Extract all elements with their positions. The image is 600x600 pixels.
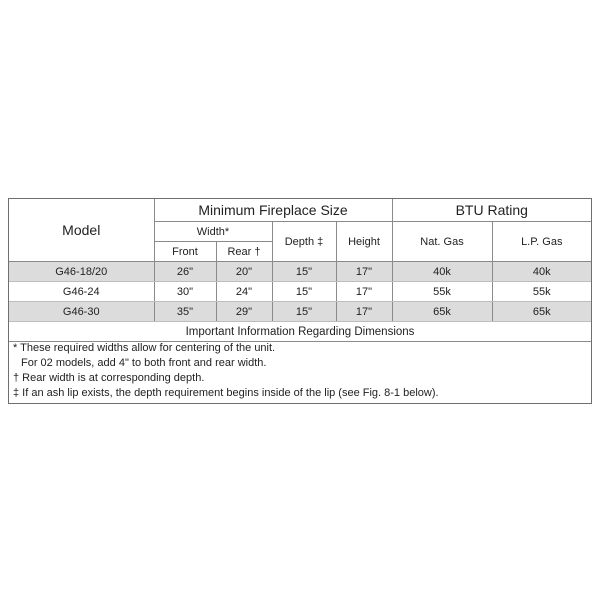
cell-nat-gas: 55k	[392, 282, 492, 302]
header-width: Width*	[154, 222, 272, 242]
header-lp-gas: L.P. Gas	[492, 222, 591, 262]
table-row	[9, 282, 591, 302]
header-front: Front	[154, 242, 216, 262]
cell-lp-gas: 55k	[492, 282, 591, 302]
note-ash-lip: ‡ If an ash lip exists, the depth requirement begins inside of the lip (see Fig. 8-1 below).	[13, 387, 439, 399]
cell-rear: 29"	[216, 302, 272, 322]
header-minimum-fireplace-size: Minimum Fireplace Size	[154, 199, 392, 222]
header-rear: Rear †	[216, 242, 272, 262]
cell-height: 17"	[336, 282, 392, 302]
cell-rear: 24"	[216, 282, 272, 302]
cell-depth: 15"	[272, 262, 336, 282]
cell-lp-gas: 65k	[492, 302, 591, 322]
note-02-models: For 02 models, add 4" to both front and rear width.	[21, 357, 267, 369]
cell-nat-gas: 40k	[392, 262, 492, 282]
header-btu-rating: BTU Rating	[392, 199, 591, 222]
cell-height: 17"	[336, 302, 392, 322]
header-depth: Depth ‡	[272, 222, 336, 262]
note-rear-width: † Rear width is at corresponding depth.	[13, 372, 205, 384]
cell-lp-gas: 40k	[492, 262, 591, 282]
cell-front: 30"	[154, 282, 216, 302]
cell-nat-gas: 65k	[392, 302, 492, 322]
header-height: Height	[336, 222, 392, 262]
fireplace-dimensions-table	[9, 199, 591, 342]
cell-front: 35"	[154, 302, 216, 322]
note-width-centering: * These required widths allow for centering of the unit.	[13, 342, 276, 354]
cell-depth: 15"	[272, 302, 336, 322]
dimensions-table-frame	[8, 198, 592, 404]
cell-model: G46-24	[9, 282, 154, 302]
cell-model: G46-18/20	[9, 262, 154, 282]
header-nat-gas: Nat. Gas	[392, 222, 492, 262]
table-row	[9, 302, 591, 322]
table-row	[9, 262, 591, 282]
cell-rear: 20"	[216, 262, 272, 282]
cell-depth: 15"	[272, 282, 336, 302]
important-info-title: Important Information Regarding Dimensions	[9, 322, 591, 342]
cell-front: 26"	[154, 262, 216, 282]
dimension-notes	[13, 341, 587, 401]
cell-height: 17"	[336, 262, 392, 282]
header-model: Model	[9, 199, 154, 262]
cell-model: G46-30	[9, 302, 154, 322]
